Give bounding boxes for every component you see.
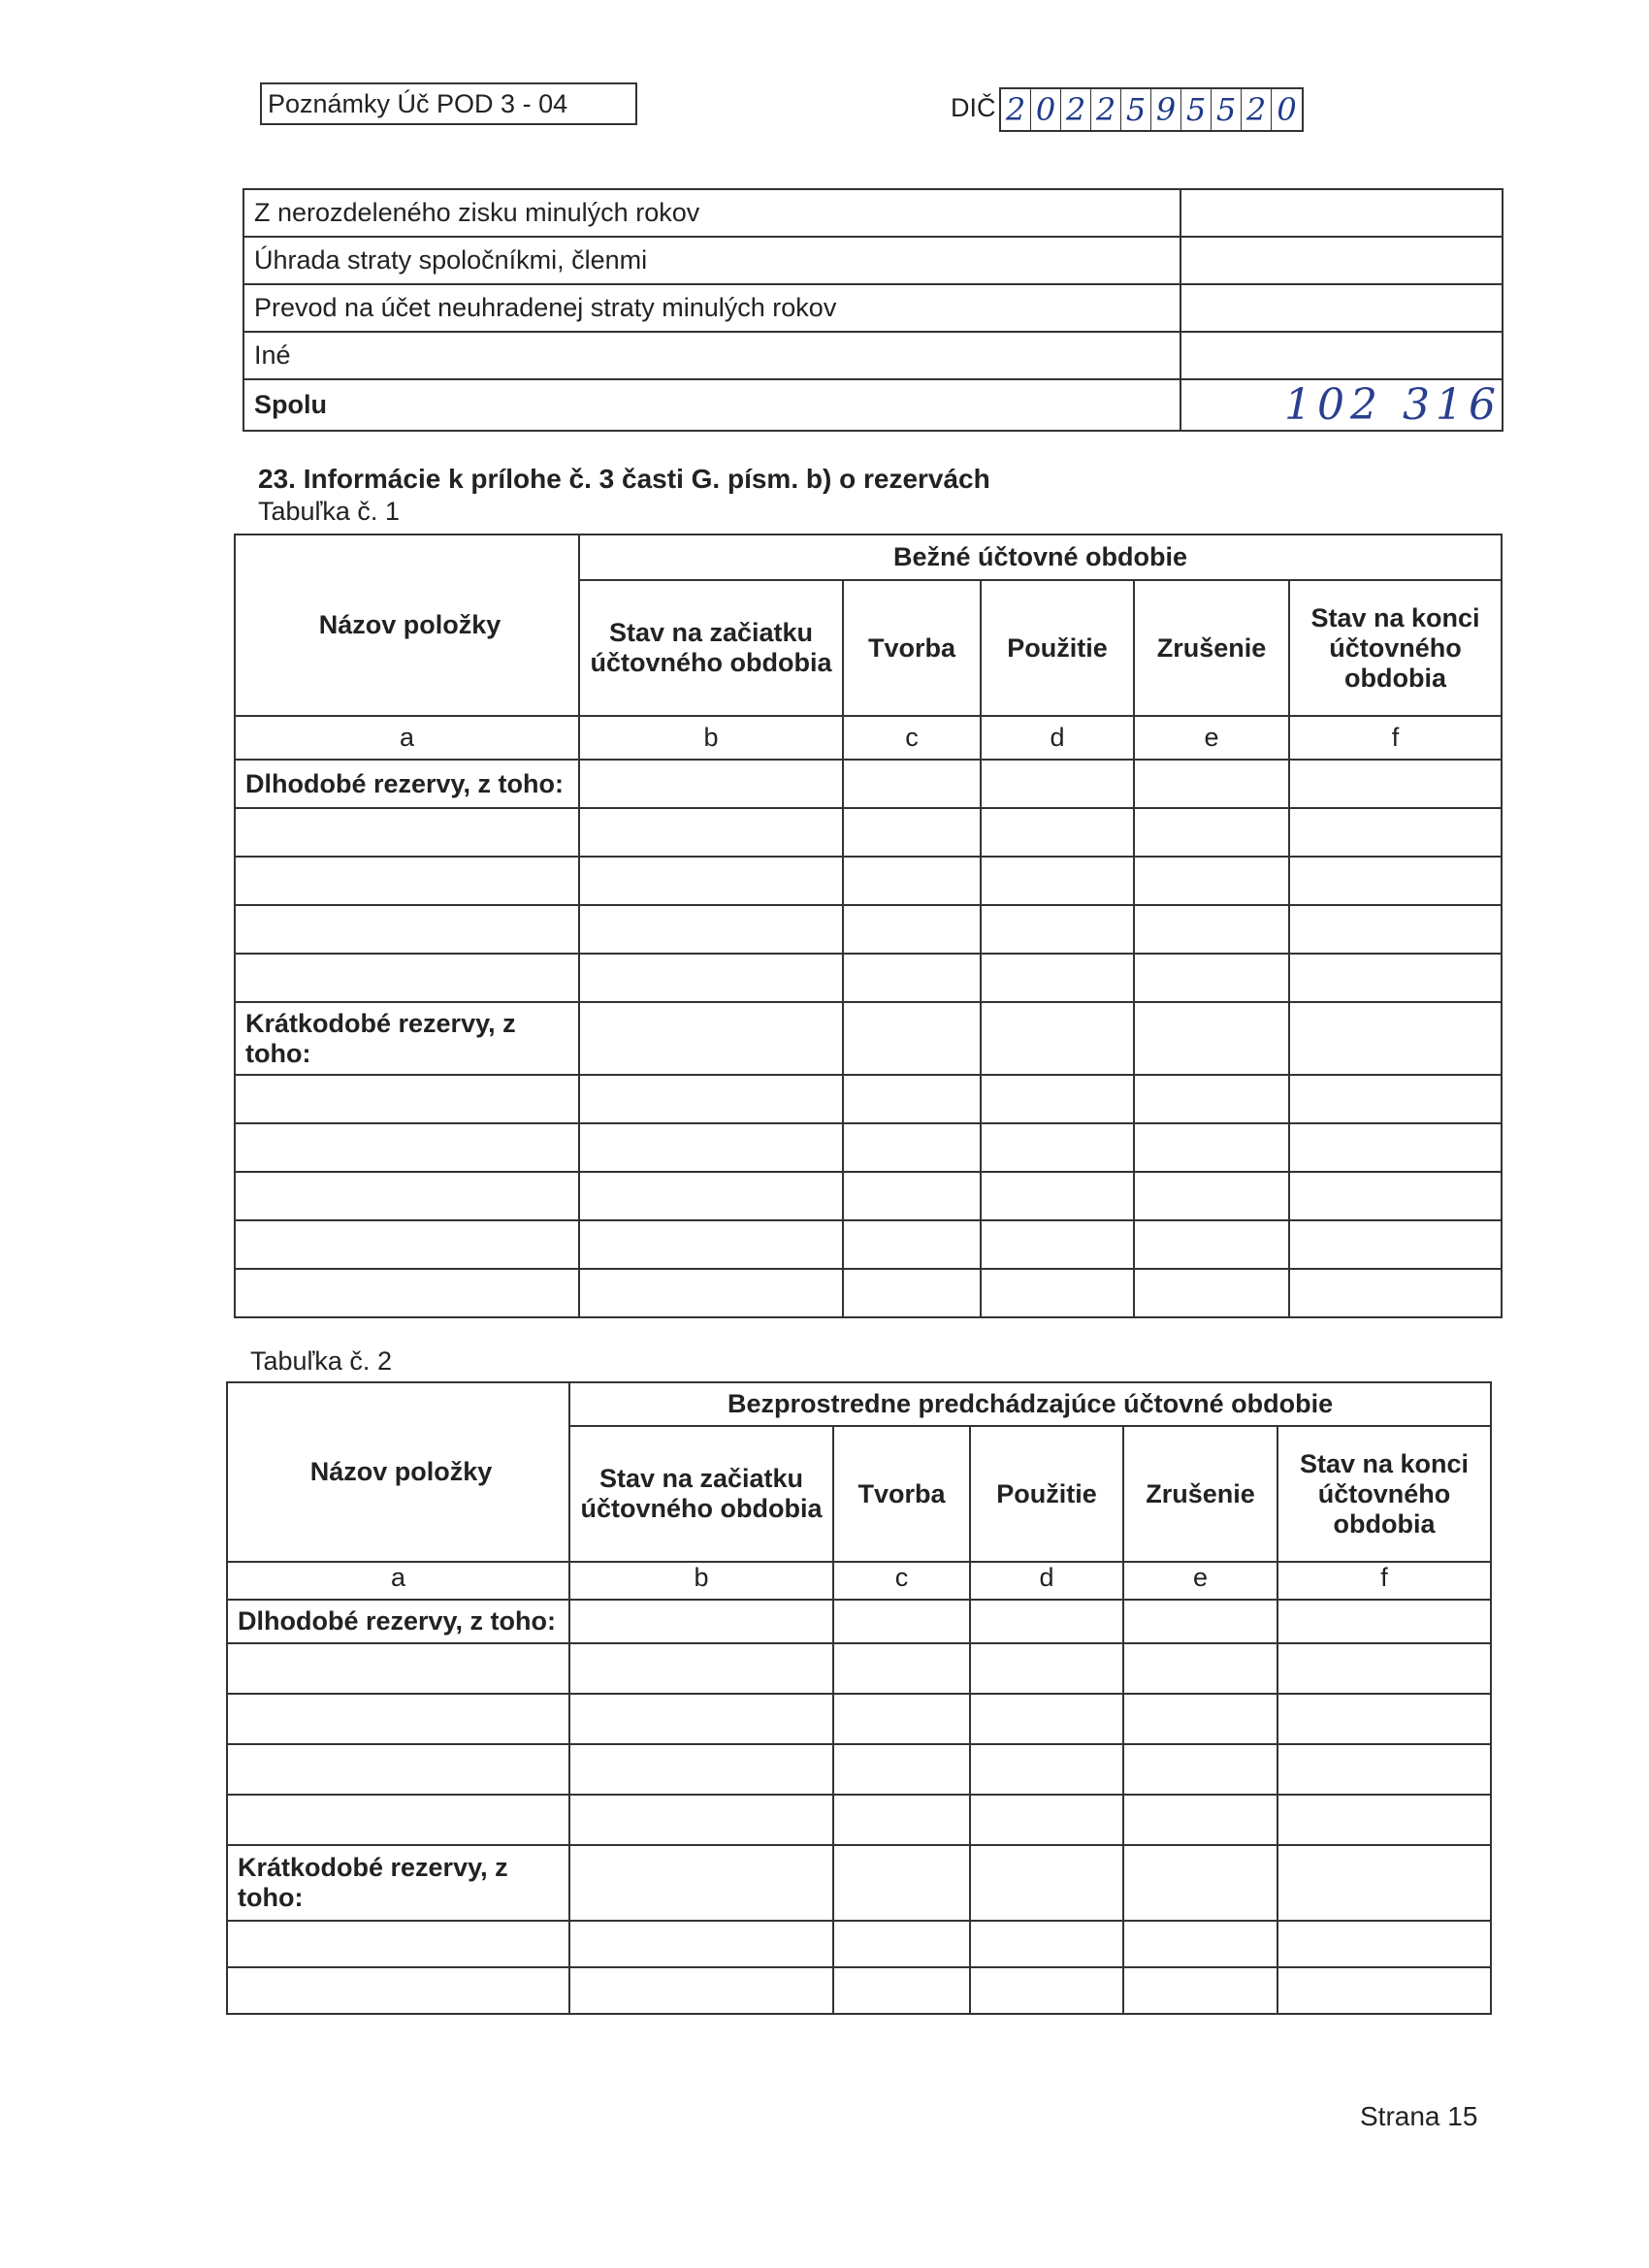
table-row <box>227 1382 1491 1426</box>
row-label: Iné <box>243 332 1180 379</box>
table-row <box>227 1744 1491 1795</box>
short-term-reserves-label: Krátkodobé rezervy, z toho: <box>227 1845 569 1921</box>
col-header-cancel: Zrušenie <box>1123 1426 1277 1562</box>
table2-caption: Tabuľka č. 2 <box>250 1346 392 1376</box>
col-letter: a <box>235 716 579 760</box>
long-term-reserves-label: Dlhodobé rezervy, z toho: <box>227 1600 569 1643</box>
table-row <box>227 1967 1491 2014</box>
table-row <box>243 189 1503 237</box>
table-row <box>227 1845 1491 1921</box>
table-row <box>235 1269 1502 1317</box>
col-letter: e <box>1123 1562 1277 1600</box>
table-row <box>243 284 1503 332</box>
table-row <box>243 237 1503 284</box>
dic-digit: 2 <box>1242 89 1272 130</box>
table-row <box>227 1600 1491 1643</box>
table-row <box>235 1002 1502 1075</box>
short-term-reserves-label: Krátkodobé rezervy, z toho: <box>235 1002 579 1075</box>
col-letter: c <box>833 1562 970 1600</box>
col-header-name: Názov položky <box>235 535 579 716</box>
col-letter: c <box>843 716 981 760</box>
dic-digit: 5 <box>1121 89 1151 130</box>
row-label: Úhrada straty spoločníkmi, členmi <box>243 237 1180 284</box>
table-row <box>235 1220 1502 1269</box>
letters-row <box>235 716 1502 760</box>
row-value <box>1180 237 1503 284</box>
col-letter: f <box>1277 1562 1491 1600</box>
dic-digit: 0 <box>1277 91 1297 128</box>
table-row <box>235 1075 1502 1123</box>
table-row <box>235 1123 1502 1172</box>
total-label: Spolu <box>243 379 1180 431</box>
table-row <box>235 905 1502 954</box>
table1-caption: Tabuľka č. 1 <box>258 497 400 526</box>
col-header-creation: Tvorba <box>843 580 981 716</box>
col-header-start: Stav na začiatku účtovného obdobia <box>569 1426 833 1562</box>
col-letter: d <box>981 716 1134 760</box>
row-label: Z nerozdeleného zisku minulých rokov <box>243 189 1180 237</box>
loss-settlement-table <box>242 188 1504 432</box>
dic-digit: 5 <box>1212 89 1242 130</box>
col-header-creation: Tvorba <box>833 1426 970 1562</box>
col-letter: e <box>1134 716 1289 760</box>
table-row <box>235 857 1502 905</box>
col-letter: f <box>1289 716 1502 760</box>
table-row <box>243 379 1503 431</box>
col-header-end: Stav na konci účtovného obdobia <box>1289 580 1502 716</box>
table-row <box>227 1795 1491 1845</box>
dic-digit-boxes <box>999 87 1304 132</box>
dic-digit: 2 <box>1091 89 1121 130</box>
reserves-table-current <box>234 534 1503 1318</box>
table-row <box>227 1694 1491 1744</box>
long-term-reserves-label: Dlhodobé rezervy, z toho: <box>235 760 579 808</box>
col-header-cancel: Zrušenie <box>1134 580 1289 716</box>
section-title: 23. Informácie k prílohe č. 3 časti G. písm. b) o rezervách <box>258 464 990 494</box>
col-header-usage: Použitie <box>970 1426 1123 1562</box>
total-value-handwritten: 102 316 <box>1180 379 1503 431</box>
row-value <box>1180 332 1503 379</box>
dic-digit: 2 <box>1001 89 1031 130</box>
page-number: Strana 15 <box>1360 2101 1478 2131</box>
col-letter: b <box>569 1562 833 1600</box>
col-letter: b <box>579 716 843 760</box>
col-header-start: Stav na začiatku účtovného obdobia <box>579 580 843 716</box>
col-header-usage: Použitie <box>981 580 1134 716</box>
table-row <box>227 1921 1491 1967</box>
table-row <box>235 808 1502 857</box>
table-row <box>235 1172 1502 1220</box>
dic-digit: 2 <box>1061 89 1091 130</box>
period-header: Bežné účtovné obdobie <box>579 535 1502 580</box>
row-label: Prevod na účet neuhradenej straty minulých rokov <box>243 284 1180 332</box>
letters-row <box>227 1562 1491 1600</box>
col-letter: d <box>970 1562 1123 1600</box>
dic-digit: 9 <box>1151 89 1181 130</box>
table-row <box>235 535 1502 580</box>
row-value <box>1180 189 1503 237</box>
reserves-table-previous <box>226 1381 1492 2015</box>
table-row <box>243 332 1503 379</box>
table-row <box>227 1643 1491 1694</box>
dic-digit: 5 <box>1181 89 1212 130</box>
table-row <box>235 954 1502 1002</box>
dic-digit: 0 <box>1031 89 1061 130</box>
row-value <box>1180 284 1503 332</box>
form-code: Poznámky Úč POD 3 - 04 <box>260 82 637 125</box>
col-header-end: Stav na konci účtovného obdobia <box>1277 1426 1491 1562</box>
table-row <box>235 760 1502 808</box>
period-header: Bezprostredne predchádzajúce účtovné obdobie <box>569 1382 1491 1426</box>
dic-label: DIČ <box>951 93 996 122</box>
col-letter: a <box>227 1562 569 1600</box>
col-header-name: Názov položky <box>227 1382 569 1562</box>
